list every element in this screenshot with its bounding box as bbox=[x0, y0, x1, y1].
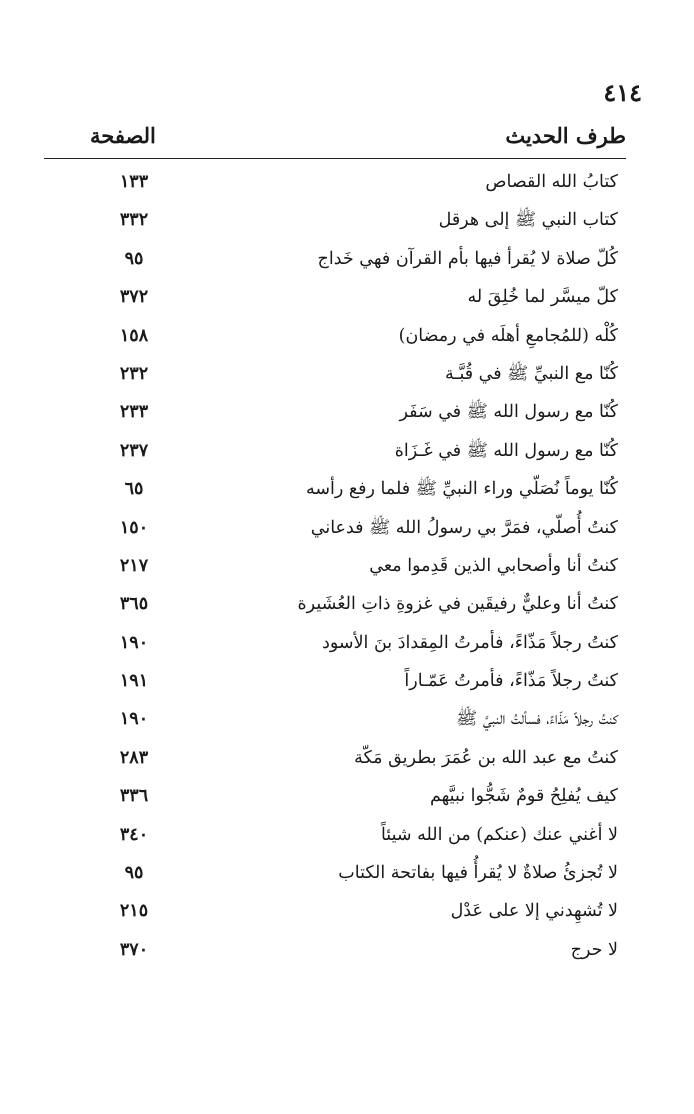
page-ref: ٢١٥ bbox=[119, 901, 149, 922]
hadith-text: لا حرج bbox=[570, 939, 618, 960]
page-ref: ٣٦٥ bbox=[119, 594, 149, 615]
list-item bbox=[44, 739, 626, 777]
hadith-text: لا أغني عنك (عنكم) من الله شيئاً bbox=[380, 824, 618, 845]
hadith-text: لا تُشهِدني إلا على عَدْل bbox=[450, 901, 618, 922]
hadith-text: كيف يُفلِحُ قومٌ شَجُّوا نبيَّهم bbox=[429, 786, 618, 807]
list-item bbox=[44, 547, 626, 585]
hadith-text: لا تُجزئُ صلاةٌ لا يُقرأُ فيها بفاتحة الكتاب bbox=[338, 863, 618, 884]
page-ref: ١٥٠ bbox=[119, 517, 149, 538]
page-ref: ٣٣٢ bbox=[119, 210, 149, 231]
page-ref: ١٩٠ bbox=[119, 709, 149, 730]
page-ref: ٣٣٦ bbox=[119, 786, 149, 807]
list-item bbox=[44, 700, 626, 738]
hadith-text: كُنّا مع رسول الله ﷺ في غَـزَاة bbox=[394, 440, 618, 461]
page-ref: ١٩١ bbox=[119, 671, 149, 692]
page-ref: ٢٣٢ bbox=[119, 363, 149, 384]
list-item bbox=[44, 201, 626, 239]
hadith-text: كتاب النبي ﷺ إلى هرقل bbox=[438, 210, 618, 231]
page-ref: ١٥٨ bbox=[119, 325, 149, 346]
hadith-text: كنتُ رجلاً مَذّاءً، فسألتُ النبيَّ ﷺ bbox=[456, 709, 618, 730]
page-ref: ٩٥ bbox=[124, 248, 144, 269]
hadith-text: كُنّا مع النبيِّ ﷺ في قُبَّـة bbox=[444, 363, 618, 384]
list-item bbox=[44, 931, 626, 969]
header-hadith-column: طرف الحديث bbox=[505, 123, 626, 148]
page-ref: ٢٣٧ bbox=[119, 440, 149, 461]
page-ref: ٣٤٠ bbox=[119, 824, 149, 845]
list-item bbox=[44, 355, 626, 393]
list-item bbox=[44, 470, 626, 508]
hadith-text: كتابُ الله القصاص bbox=[485, 172, 618, 192]
hadith-text: كنتُ مع عبد الله بن عُمَرَ بطريق مَكّة bbox=[354, 747, 618, 768]
list-item bbox=[44, 393, 626, 431]
list-item bbox=[44, 163, 626, 201]
hadith-text: كنتُ أُصلّي، فمَرَّ بي رسولُ الله ﷺ فدعاني bbox=[310, 517, 618, 538]
hadith-index-list bbox=[44, 163, 626, 969]
page-ref: ٦٥ bbox=[124, 479, 144, 500]
page-ref: ٢٨٣ bbox=[119, 747, 149, 768]
list-item bbox=[44, 854, 626, 892]
table-header bbox=[44, 118, 626, 154]
list-item bbox=[44, 624, 626, 662]
list-item bbox=[44, 892, 626, 930]
page-ref: ١٣٣ bbox=[119, 172, 149, 192]
page-number: ٤١٤ bbox=[603, 78, 642, 107]
hadith-text: كُنّا يوماً نُصَلّي وراء النبيِّ ﷺ فلما رفع رأسه bbox=[305, 479, 618, 500]
header-divider bbox=[44, 158, 626, 159]
page-ref: ٢٣٣ bbox=[119, 402, 149, 423]
list-item bbox=[44, 585, 626, 623]
hadith-text: كلّ ميسَّر لما خُلِقَ له bbox=[467, 287, 618, 308]
hadith-text: كُلْه (للمُجامعِ أهلَه في رمضان) bbox=[398, 325, 618, 346]
hadith-text: كنتُ رجلاً مَذّاءً، فأمرتُ المِقدادَ بنَ الأسود bbox=[322, 632, 618, 653]
header-page-column: الصفحة bbox=[90, 123, 156, 148]
hadith-text: كنتُ رجلاً مَذّاءً، فأمرتُ عَمّـاراً bbox=[404, 671, 618, 692]
list-item bbox=[44, 509, 626, 547]
list-item bbox=[44, 317, 626, 355]
list-item bbox=[44, 278, 626, 316]
list-item bbox=[44, 432, 626, 470]
page-ref: ٢١٧ bbox=[119, 555, 149, 576]
page-ref: ٣٧٢ bbox=[119, 287, 149, 308]
list-item bbox=[44, 777, 626, 815]
page-ref: ١٩٠ bbox=[119, 632, 149, 653]
hadith-text: كُلّ صلاة لا يُقرأ فيها بأم القرآن فهي خَداج bbox=[317, 248, 618, 269]
page-ref: ٣٧٠ bbox=[119, 939, 149, 960]
hadith-text: كُنّا مع رسول الله ﷺ في سَفَر bbox=[399, 402, 618, 423]
page-ref: ٩٥ bbox=[124, 863, 144, 884]
hadith-text: كنتُ أنا وأصحابي الذين قَدِموا معي bbox=[369, 555, 618, 576]
list-item bbox=[44, 240, 626, 278]
list-item bbox=[44, 816, 626, 854]
list-item bbox=[44, 662, 626, 700]
hadith-text: كنتُ أنا وعليٌّ رفيقَين في غزوةِ ذاتِ العُشَيرة bbox=[297, 594, 618, 615]
